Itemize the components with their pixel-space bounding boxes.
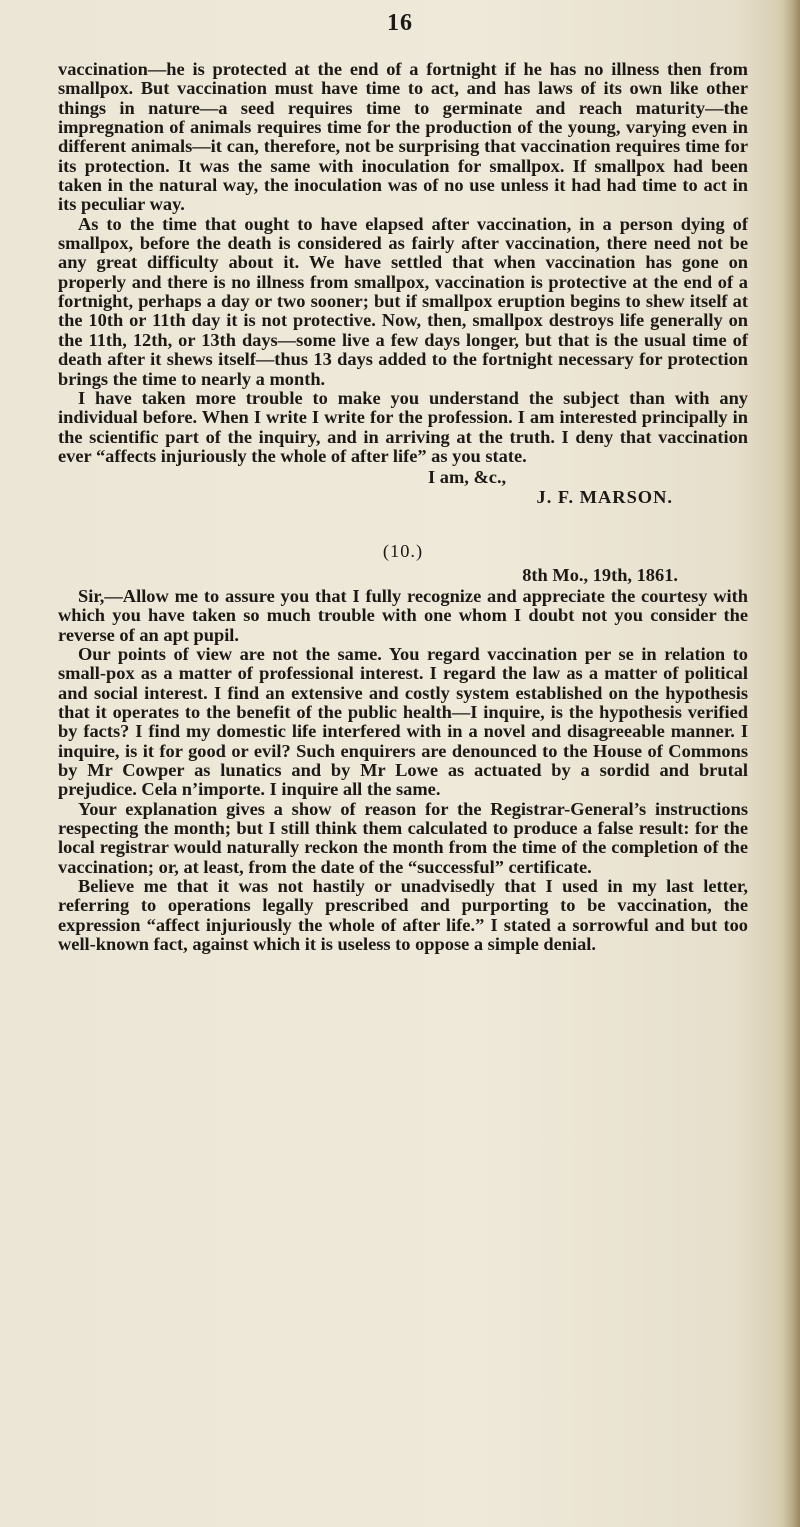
- paragraph: Believe me that it was not hastily or unadvisedly that I used in my last letter, referring to operations legally prescribed and purporting to be vaccination, the expression “affect injuriously the whole of after life.” I stated a sorrowful and but too well-known fact, against which it is useless to oppose a simple denial.: [58, 876, 748, 955]
- page-edge-shadow: [782, 0, 800, 1527]
- body-text: [58, 60, 748, 954]
- paragraph: Sir,—Allow me to assure you that I fully recognize and appreciate the courtesy with which you have taken so much trouble with one whom I doubt not you consider the reverse of an apt pupil.: [58, 585, 748, 645]
- paragraph: vaccination—he is protected at the end of a fortnight if he has no illness then from smallpox. But vaccination must have time to act, and has laws of its own like other things in nature—a seed requires time to germinate and reach maturity—the impregnation of animals requires time for the production of the young, varying even in different animals—it can, therefore, not be surprising that vaccination requires time for its protection. It was the same with inoculation for smallpox. If smallpox had been taken in the natural way, the inoculation was of no use unless it had had time to act in its peculiar way.: [58, 59, 748, 215]
- signature: J. F. MARSON.: [536, 487, 673, 508]
- paragraph: Your explanation gives a show of reason for the Registrar-General’s instructions respecting the month; but I still think them calculated to produce a false result: for the local registrar would naturally reckon the month from the time of the completion of the vaccination; or, at least, from the date of the “successful” certificate.: [58, 798, 748, 877]
- letter-closing: [58, 468, 748, 514]
- page-number: 16: [387, 10, 413, 36]
- paragraph: Our points of view are not the same. You regard vaccination per se in relation to small-pox as a matter of professional interest. I regard the law as a matter of political and social interest. I find an extensive and costly system established on the hypothesis that it operates to the benefit of the public health—I inquire, is the hypothesis verified by facts? I find my domestic life interfered with in a novel and disagreeable manner. I inquire, is it for good or evil? Such enquirers are denounced to the House of Commons by Mr Cowper as lunatics and by Mr Lowe as actuated by a sordid and brutal prejudice. Cela n’importe. I inquire all the same.: [58, 643, 748, 800]
- paragraph: I have taken more trouble to make you understand the subject than with any individual before. When I write I write for the profession. I am interested principally in the scientific part of the inquiry, and in arriving at the truth. I deny that vaccination ever “affects injuriously the whole of after life” as you state.: [58, 387, 748, 466]
- closing-salutation: I am, &c.,: [428, 467, 507, 488]
- letter-date: 8th Mo., 19th, 1861.: [522, 564, 678, 585]
- letter-number: (10.): [382, 541, 424, 562]
- paragraph: As to the time that ought to have elapsed after vaccination, in a person dying of smallpox, before the death is considered as fairly after vaccination, there need not be any great difficulty about it. We have settled that when vaccination has gone on properly and there is no illness from smallpox, vaccination is protective at the end of a fortnight, perhaps a day or two sooner; but if smallpox eruption begins to shew itself at the 10th or 11th day it is not protective. Now, then, smallpox destroys life generally on the 11th, 12th, or 13th days—some live a few days longer, but that is the usual time of death after it shews itself—thus 13 days added to the fortnight necessary for protection brings the time to nearly a month.: [58, 213, 748, 389]
